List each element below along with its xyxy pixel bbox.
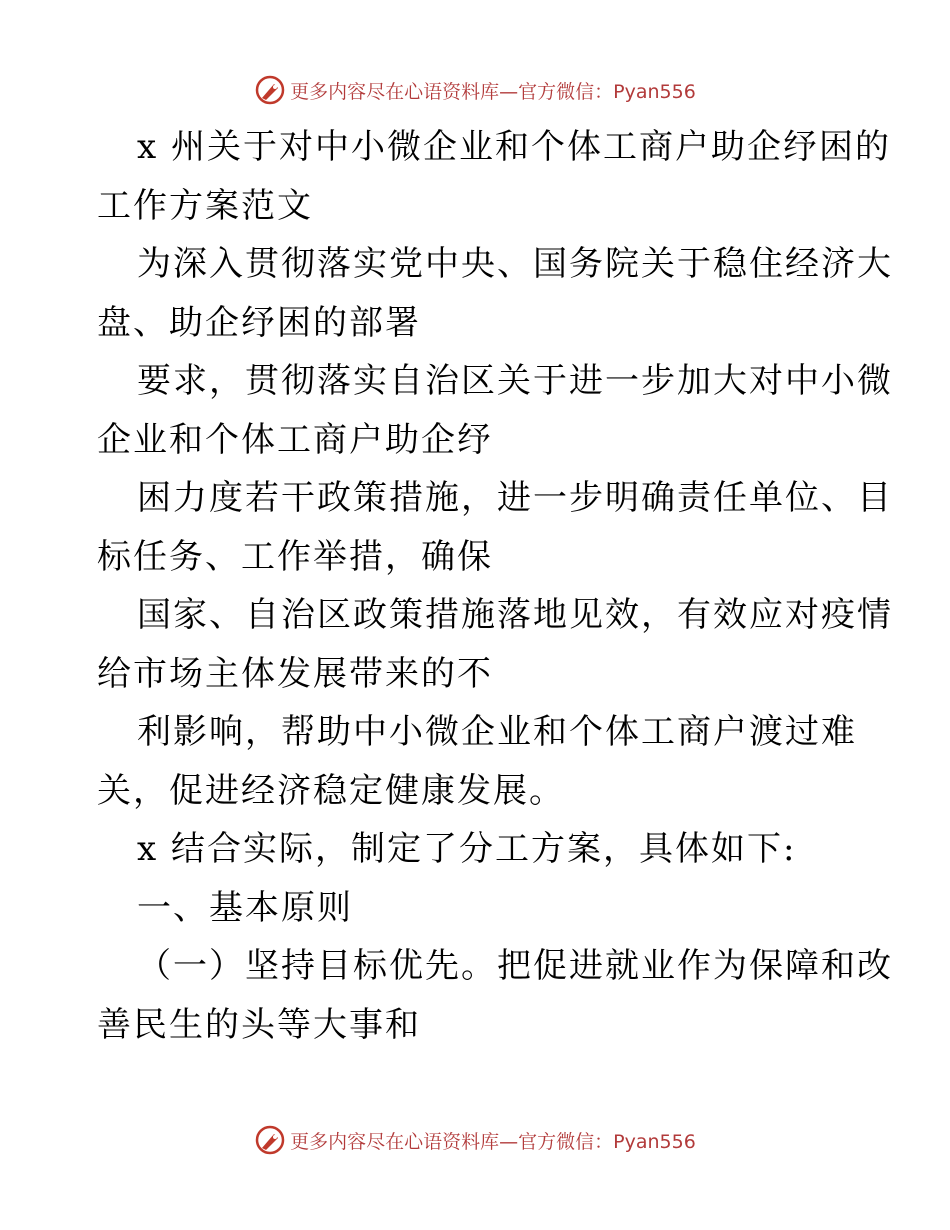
section-heading: 一、基本原则 — [137, 887, 353, 928]
header-banner-text: 更多内容尽在心语资料库—官方微信：Pyan556 — [290, 80, 696, 103]
text-line: 企业和个体工商户助企纾 — [97, 419, 493, 460]
text-line: 盘、助企纾困的部署 — [97, 302, 421, 343]
text-line: 为深入贯彻落实党中央、国务院关于稳住经济大 — [137, 244, 893, 284]
document-body — [97, 118, 893, 1054]
text-line: 善民生的头等大事和 — [97, 1004, 421, 1045]
text-line: x 结合实际，制定了分工方案，具体如下: — [137, 829, 797, 869]
pen-nib-logo-icon — [254, 1124, 286, 1156]
pen-nib-logo-icon — [254, 74, 286, 106]
text-line: 要求，贯彻落实自治区关于进一步加大对中小微 — [137, 361, 893, 401]
footer-banner — [0, 1120, 950, 1160]
text-line: 标任务、工作举措，确保 — [97, 536, 493, 577]
text-line: 关，促进经济稳定健康发展。 — [97, 770, 565, 811]
header-banner — [0, 70, 950, 110]
text-line: 国家、自治区政策措施落地见效，有效应对疫情 — [137, 595, 893, 635]
text-line: 利影响，帮助中小微企业和个体工商户渡过难 — [137, 712, 857, 752]
text-line: 工作方案范文 — [97, 185, 313, 226]
text-line: x 州关于对中小微企业和个体工商户助企纾困的 — [137, 127, 891, 167]
text-line: 困力度若干政策措施，进一步明确责任单位、目 — [137, 478, 893, 518]
text-line: 给市场主体发展带来的不 — [97, 653, 493, 694]
footer-banner-text: 更多内容尽在心语资料库—官方微信：Pyan556 — [290, 1130, 696, 1153]
text-line: （一）坚持目标优先。把促进就业作为保障和改 — [137, 946, 893, 986]
